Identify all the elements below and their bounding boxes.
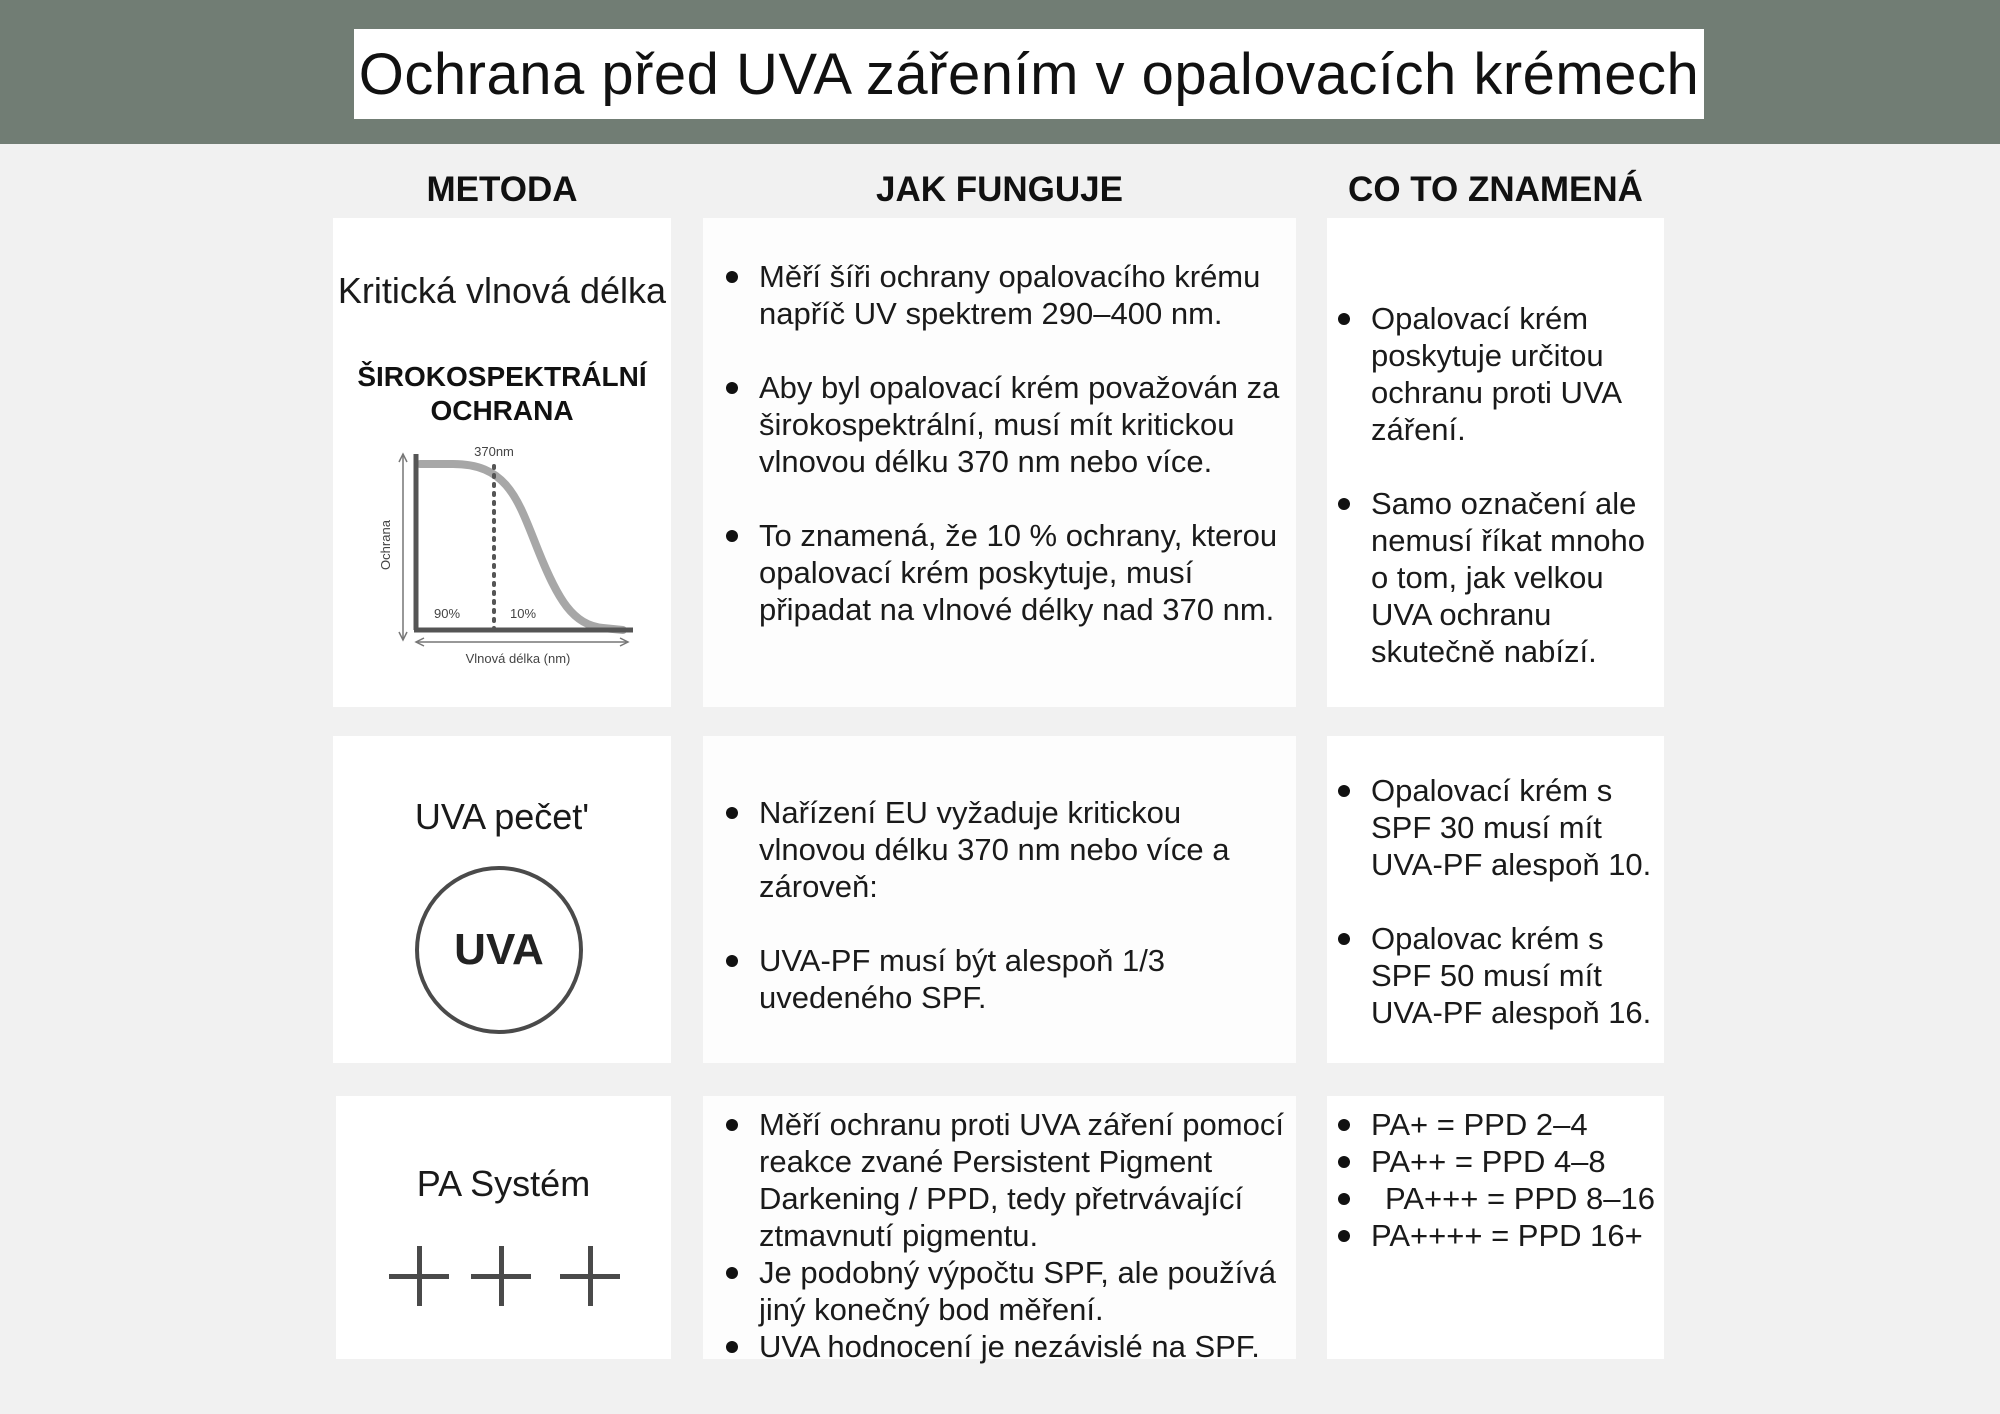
method-title: Kritická vlnová délka <box>337 270 667 311</box>
meaning-card-critical-wavelength <box>1327 218 1664 707</box>
list-item: PA+ = PPD 2–4 <box>1335 1106 1655 1143</box>
method-card-critical-wavelength <box>333 218 671 707</box>
x-axis-label: Vlnová délka (nm) <box>465 651 571 666</box>
list-item: Měří ochranu proti UVA záření pomocí reakce zvané Persistent Pigment Darkening / PPD, tedy přetrvávající ztmavnutí pigmentu. <box>723 1106 1288 1254</box>
list-item: UVA-PF musí být alespoň 1/3 uvedeného SPF. <box>723 942 1283 1016</box>
list-item: Nařízení EU vyžaduje kritickou vlnovou délku 370 nm nebo více a zároveň: <box>723 794 1283 905</box>
list-item: Opalovací krém poskytuje určitou ochranu proti UVA záření. <box>1335 300 1660 448</box>
meaning-card-pa-system <box>1327 1096 1664 1359</box>
list-item: PA++++ = PPD 16+ <box>1335 1217 1655 1254</box>
column-header-meaning: CO TO ZNAMENÁ <box>1348 170 1643 209</box>
y-axis-label: Ochrana <box>378 520 393 570</box>
title-box <box>354 29 1704 119</box>
column-header-how: JAK FUNGUJE <box>876 170 1123 209</box>
left-region-label: 90% <box>433 606 461 621</box>
how-list <box>723 1106 1288 1365</box>
list-item: PA++ = PPD 4–8 <box>1335 1143 1655 1180</box>
marker-label: 370nm <box>474 444 514 459</box>
list-item: PA+++ = PPD 8–16 <box>1335 1180 1655 1217</box>
method-card-pa-system <box>336 1096 671 1359</box>
how-list <box>723 258 1293 628</box>
list-item: Opalovac krém s SPF 50 musí mít UVA-PF alespoň 16. <box>1335 920 1660 1031</box>
list-item: Je podobný výpočtu SPF, ale používá jiný konečný bod měření. <box>723 1254 1288 1328</box>
how-card-critical-wavelength <box>703 218 1296 707</box>
column-header-method: METODA <box>426 170 578 209</box>
plus-icon <box>560 1246 620 1306</box>
list-item: UVA hodnocení je nezávislé na SPF. <box>723 1328 1288 1365</box>
meaning-list <box>1335 772 1660 1031</box>
list-item: Měří šíři ochrany opalovacího krému napříč UV spektrem 290–400 nm. <box>723 258 1293 332</box>
method-title: PA Systém <box>416 1163 591 1204</box>
plus-icon <box>389 1246 449 1306</box>
page-title: Ochrana před UVA zářením v opalovacích krémech <box>358 41 1700 107</box>
meaning-list <box>1335 300 1660 670</box>
plus-icon <box>471 1246 531 1306</box>
uva-seal-icon <box>415 866 583 1034</box>
method-title: UVA pečet' <box>414 796 590 837</box>
right-region-label: 10% <box>509 606 537 621</box>
method-subtitle: ŠIROKOSPEKTRÁLNÍ OCHRANA <box>357 361 647 426</box>
critical-wavelength-diagram <box>358 440 648 680</box>
list-item: To znamená, že 10 % ochrany, kterou opalovací krém poskytuje, musí připadat na vlnové délky nad 370 nm. <box>723 517 1293 628</box>
list-item: Samo označení ale nemusí říkat mnoho o tom, jak velkou UVA ochranu skutečně nabízí. <box>1335 485 1660 670</box>
how-list <box>723 794 1283 1016</box>
meaning-list <box>1335 1106 1655 1254</box>
how-card-pa-system <box>703 1096 1296 1364</box>
meaning-card-uva-seal <box>1327 736 1664 1063</box>
list-item: Opalovací krém s SPF 30 musí mít UVA-PF alespoň 10. <box>1335 772 1660 883</box>
list-item: Aby byl opalovací krém považován za širokospektrální, musí mít kritickou vlnovou délku 370 nm nebo více. <box>723 369 1293 480</box>
seal-label: UVA <box>454 925 544 974</box>
how-card-uva-seal <box>703 736 1296 1063</box>
